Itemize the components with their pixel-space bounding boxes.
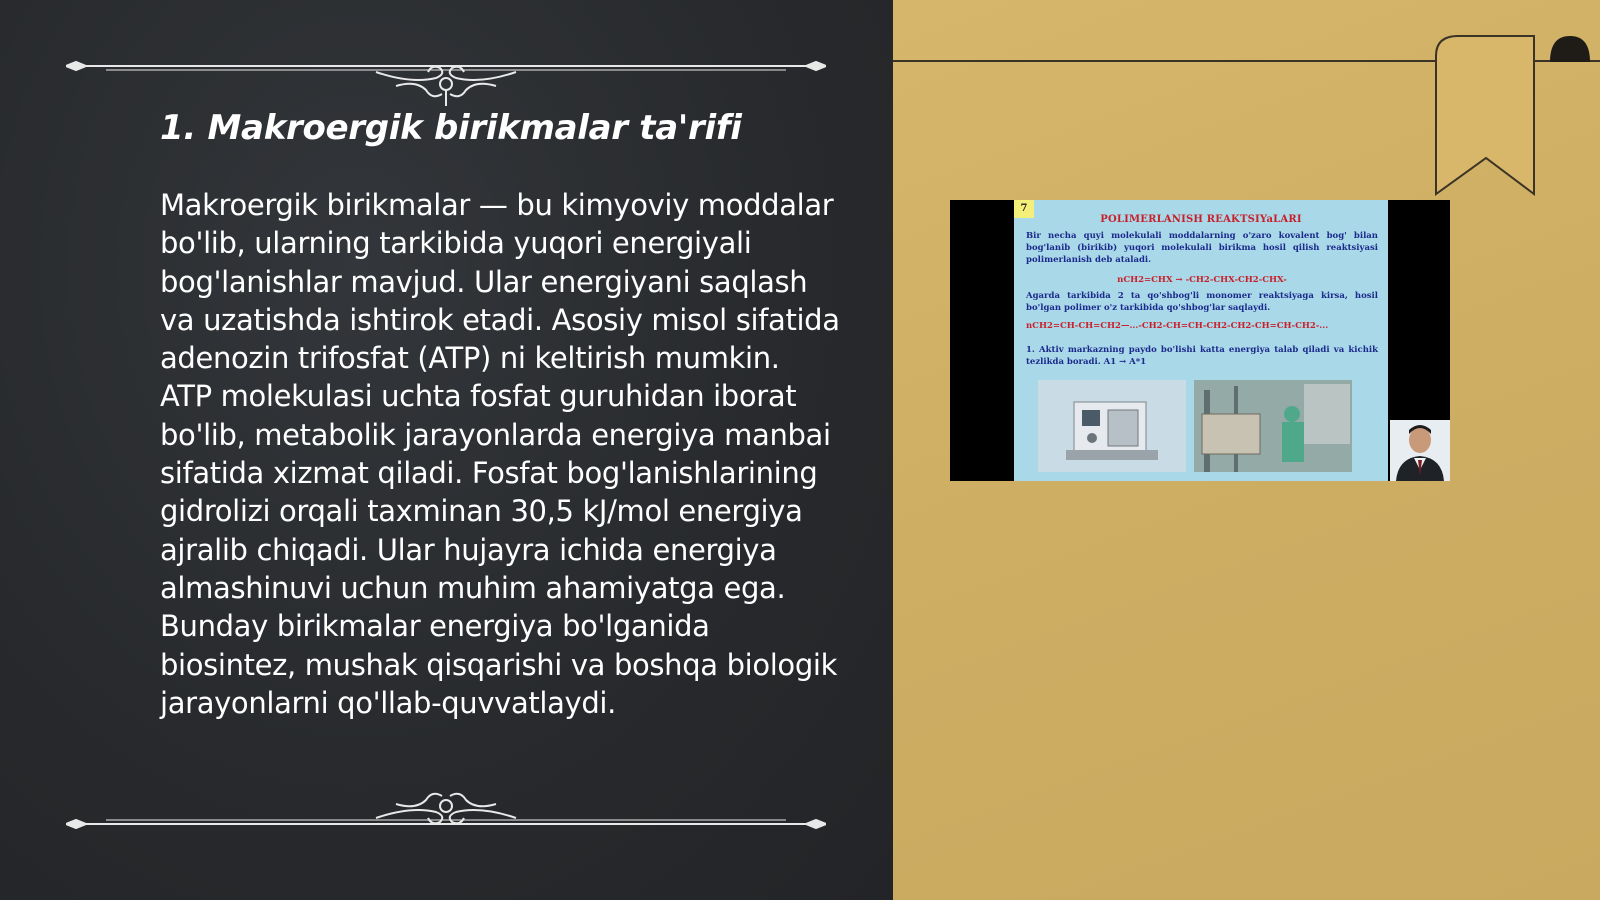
factory-worker-photo	[1194, 380, 1352, 472]
slide-body-text: Makroergik birikmalar — bu kimyoviy moddalar bo'lib, ularning tarkibida yuqori energiyali bog'lanishlar mavjud. Ular energiyani saqlash va uzatishda ishtirok etadi. Asosiy misol sifatida adenozin trifosfat (ATP) ni keltirish mumkin. ATP molekulasi uchta fosfat guruhidan iborat bo'lib, metabolik jarayonlarda energiya manbai sifatida xizmat qiladi. Fosfat bog'lanishlarining gidrolizi orqali taxminan 30,5 kJ/mol energiya ajralib chiqadi. Ular hujayra ichida energiya almashinuvi uchun muhim ahamiyatga ega. Bunday birikmalar energiya bo'lganida biosintez, mushak qisqarishi va boshqa biologik jarayonlarni qo'llab-quvvatlaydi.	[160, 188, 840, 720]
scroll-divider-icon	[66, 50, 826, 110]
slide-title: 1. Makroergik birikmalar ta'rifi	[160, 108, 742, 148]
ribbon-cap-icon	[1550, 32, 1590, 62]
embedded-slide-paragraph: Agarda tarkibida 2 ta qo'shbog'li monomer reaktsiyaga kirsa, hosil bo'lgan polimer o'z tarkibida qo'shbog'lar saqlaydi.	[1026, 291, 1378, 313]
embedded-slide-paragraph: 1. Aktiv markazning paydo bo'lishi katta energiya talab qiladi va kichik tezlikda boradi. A1 → A*1	[1026, 345, 1378, 367]
embedded-slide-thumbnail[interactable]	[950, 200, 1450, 481]
bookmark-ribbon-icon	[1434, 34, 1554, 204]
embedded-slide-formula: nCH2=CHX → -CH2-CHX-CH2-CHX-	[1117, 275, 1287, 285]
presenter-video-thumbnail	[1390, 420, 1450, 481]
scroll-divider-icon	[66, 780, 826, 840]
embedded-slide-content	[1014, 200, 1388, 481]
embedded-slide-heading: POLIMERLANISH REAKTSIYaLARI	[1100, 214, 1302, 225]
embedded-slide-number: 7	[1014, 200, 1034, 218]
lab-equipment-photo	[1038, 380, 1186, 472]
embedded-slide-formula: nCH2=CH-CH=CH2—...-CH2-CH=CH-CH2-CH2-CH=CH-CH2-...	[1026, 321, 1329, 331]
embedded-slide-paragraph: Bir necha quyi molekulali moddalarning o'zaro kovalent bog' bilan bog'lanib (birikib) yuqori molekulali birikma hosil qilish reaktsiyasi polimerlanish deb ataladi.	[1026, 231, 1378, 265]
